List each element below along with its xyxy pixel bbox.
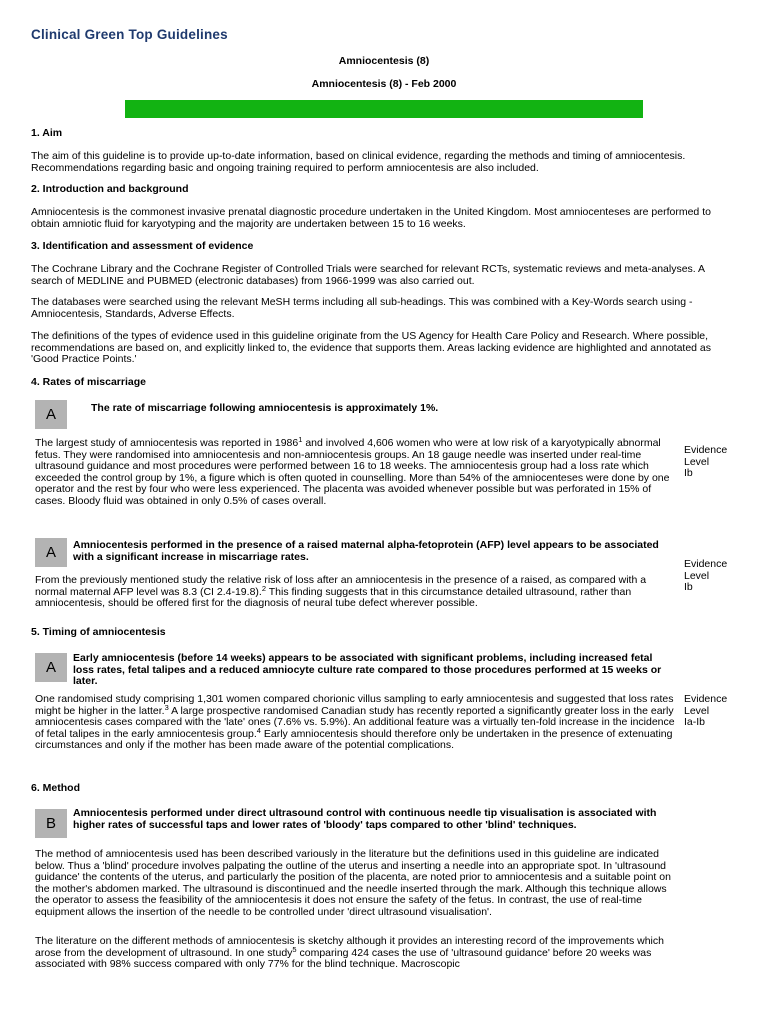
document-subtitle: Amniocentesis (8) - Feb 2000: [311, 78, 457, 90]
timing-body: One randomised study comprising 1,301 women compared chorionic villus sampling to early amniocentesis and suggested that loss rates might be higher in the latter.$^3$ A large prospective randomised Canadian study has recently reported a significantly greater loss in the early amniocentesis cases compared with the 'late' ones (7.6% vs. 5.9%). An additional feature was a virtually ten-fold increase in the incidence of fetal talipes in the early amniocentesis group.$^4$ Early amniocentesis should therefore only be undertaken in the presence of extenuating circumstances and only if the mother has been made aware of the potential complications.: [35, 693, 675, 752]
section-heading-introduction: 2. Introduction and background: [31, 183, 189, 195]
aim-paragraph: The aim of this guideline is to provide up-to-date information, based on clinical evidence, regarding the methods and timing of amniocentesis. Recommendations regarding basic and ongoing training required to perform amniocentesis are also included.: [31, 150, 686, 174]
section-heading-method: 6. Method: [31, 782, 80, 794]
evidence-paragraph-3: The definitions of the types of evidence used in this guideline originate from the US Agency for Health Care Policy and Research. Where possible, recommendations are based on, and explicitly linked to, the evidence that supports them. Areas lacking evidence are highlighted and annotated as 'Good Practice Points.': [31, 330, 712, 366]
document-title: Amniocentesis (8): [338, 55, 430, 67]
citation-ref: 4: [256, 725, 261, 735]
recommendation-text: Early amniocentesis (before 14 weeks) appears to be associated with significant problems, including increased fetal loss rates, fetal talipes and a reduced amniocyte culture rate compared to those procedures performed at 15 weeks or later.: [73, 652, 662, 688]
recommendation-text: The rate of miscarriage following amniocentesis is approximately 1%.: [91, 402, 439, 414]
title-divider-bar: [125, 100, 643, 118]
section-heading-aim: 1. Aim: [31, 127, 63, 139]
introduction-paragraph: Amniocentesis is the commonest invasive prenatal diagnostic procedure undertaken in the United Kingdom. Most amniocenteses are performed to obtain amniotic fluid for karyotyping and the majority are undertaken between 15 to 16 weeks.: [31, 206, 711, 230]
method-body-2: The literature on the different methods of amniocentesis is sketchy although it provides an interesting record of the improvements which arose from the development of ultrasound. In one study$^5$ comparing 424 cases the use of 'ultrasound guidance' before 20 weeks was associated with 98% success compared with only 77% for the blind technique. Macroscopic: [35, 935, 664, 971]
citation-ref: 1: [298, 435, 303, 444]
section-heading-timing: 5. Timing of amniocentesis: [31, 626, 166, 638]
citation-ref: 2: [261, 583, 266, 593]
grade-badge: A: [35, 400, 67, 429]
recommendation-text: Amniocentesis performed under direct ultrasound control with continuous needle tip visualisation is associated with higher rates of successful taps and lower rates of 'bloody' taps compared to other 'blind' techniques.: [73, 807, 657, 831]
evidence-level-note: Evidence Level Ia-Ib: [684, 693, 728, 729]
recommendation-text: Amniocentesis performed in the presence of a raised maternal alpha-fetoprotein (AFP) level appears to be associated with a significant increase in miscarriage rates.: [73, 539, 659, 563]
miscarriage-body-1: The largest study of amniocentesis was reported in 1986$^1$ and involved 4,606 women who were at low risk of a karyotypically abnormal fetus. They were randomised into amniocentesis and non-amniocentesis groups. An 18 gauge needle was inserted under real-time ultrasound guidance and most procedures were performed between 16 to 18 weeks. The amniocentesis group had a loss rate which exceeded the control group by 1%, a figure which is often quoted in counselling. More than 54% of the amniocenteses were done by one operator and the rest by four who were less experienced. The placenta was avoided whenever possible but was perforated in 15% of cases. Bloody fluid was obtained in only 0.5% of cases overall.: [35, 435, 670, 507]
section-heading-evidence: 3. Identification and assessment of evidence: [31, 240, 254, 252]
grade-badge: A: [35, 538, 67, 567]
miscarriage-body-2: From the previously mentioned study the relative risk of loss after an amniocentesis in the presence of a raised, as compared with a normal maternal AFP level was 8.3 (CI 2.4-19.8).$^2$ This finding suggests that in this circumstance detailed ultrasound, rather than amniocentesis, should be offered first for the diagnosis of neural tube defect wherever possible.: [35, 574, 647, 610]
grade-badge: B: [35, 809, 67, 838]
site-title: Clinical Green Top Guidelines: [31, 27, 228, 42]
section-heading-miscarriage: 4. Rates of miscarriage: [31, 376, 146, 388]
evidence-paragraph-1: The Cochrane Library and the Cochrane Register of Controlled Trials were searched for relevant RCTs, systematic reviews and meta-analyses. A search of MEDLINE and PUBMED (electronic databases) from 1966-1999 was also carried out.: [31, 263, 705, 287]
evidence-paragraph-2: The databases were searched using the relevant MeSH terms including all sub-headings. This was combined with a Key-Words search using - Amniocentesis, Standards, Adverse Effects.: [31, 296, 693, 320]
citation-ref: 5: [292, 944, 297, 954]
evidence-level-note: Evidence Level Ib: [684, 444, 728, 480]
grade-badge: A: [35, 653, 67, 682]
evidence-level-note: Evidence Level Ib: [684, 558, 728, 594]
citation-ref: 3: [164, 702, 169, 712]
method-body-1: The method of amniocentesis used has been described variously in the literature but the definitions used in this guideline are indicated below. Thus a 'blind' procedure involves palpating the outline of the uterus and inserting a needle into an appropriate spot. In 'ultrasound guidance' the contents of the uterus, and particularly the position of the placenta, are noted prior to amniocentesis and a suitable point on the mother's abdomen marked. The ultrasound is discontinued and the needle inserted through the mark. Although this technique allows the operator to assess the feasibility of the amniocentesis it does not ensure the safety of the fetus. In contrast, the use of real-time equipment allows the insertion of the needle to be controlled under 'direct ultrasound visualisation'.: [35, 848, 671, 918]
